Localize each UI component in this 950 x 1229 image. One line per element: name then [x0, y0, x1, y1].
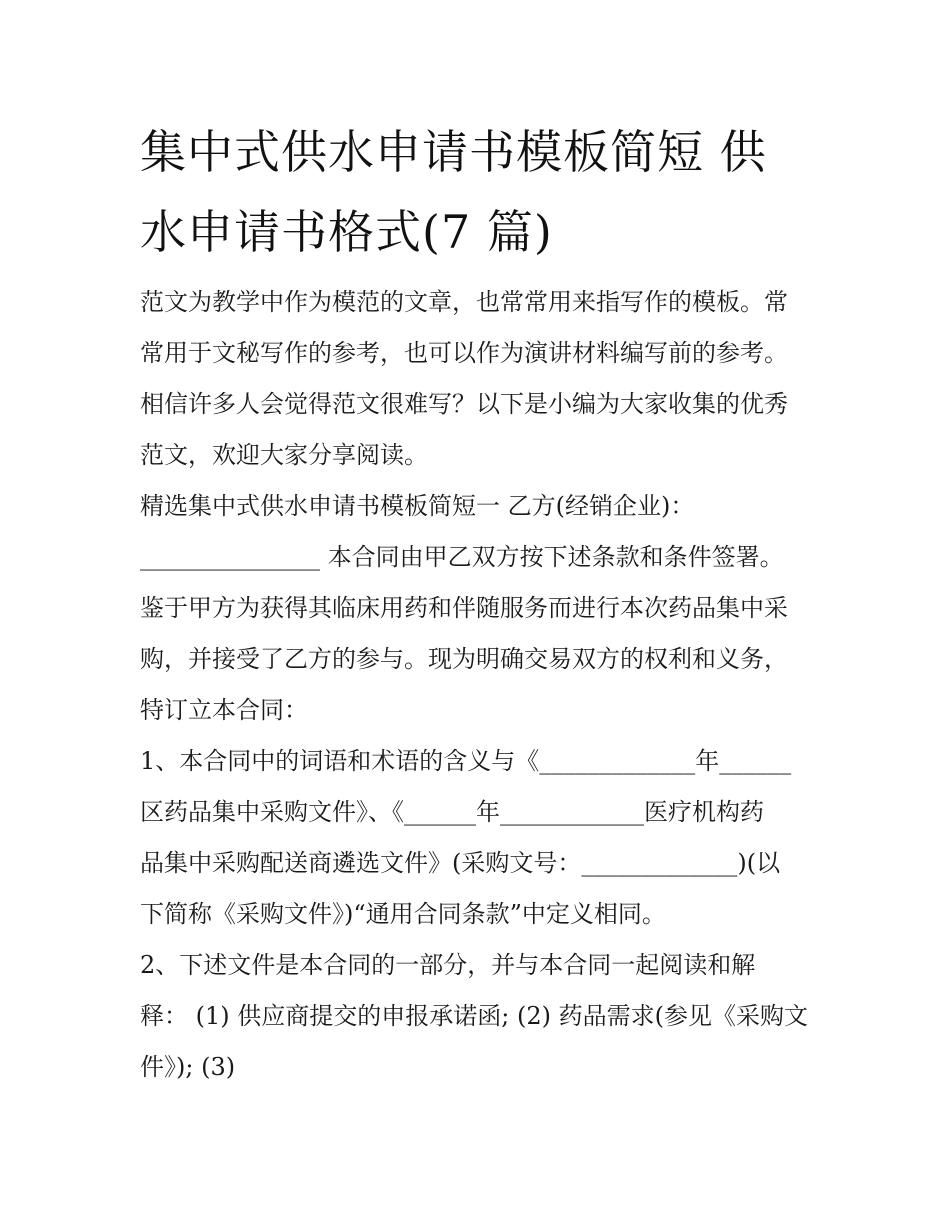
body-line: 件》); (3): [140, 1053, 236, 1081]
body-line: 相信许多人会觉得范文很难写？以下是小编为大家收集的优秀: [140, 390, 788, 418]
title-line: 水申请书格式(7 篇): [140, 205, 553, 259]
body-line: 常用于文秘写作的参考，也可以作为演讲材料编写前的参考。: [140, 339, 788, 367]
body-line: 1、本合同中的词语和术语的含义与《_____________年______: [140, 747, 792, 775]
body-line: 2、下述文件是本合同的一部分，并与本合同一起阅读和解: [140, 951, 756, 979]
title-line: 集中式供水申请书模板简短 供: [140, 125, 767, 179]
body-line: 区药品集中采购文件》、《______年____________医疗机构药: [140, 798, 764, 826]
body-line: 品集中采购配送商遴选文件》(采购文号：_____________)(以: [140, 849, 781, 877]
document-body: [140, 277, 820, 1093]
document-title: [140, 112, 820, 272]
body-line: 精选集中式供水申请书模板简短一 乙方(经销企业)：: [140, 492, 695, 520]
body-line: 特订立本合同：: [140, 696, 308, 724]
body-line: 下简称《采购文件》)“通用合同条款”中定义相同。: [140, 900, 666, 928]
body-line: _______________ 本合同由甲乙双方按下述条款和条件签署。: [140, 543, 784, 571]
body-line: 释： (1) 供应商提交的申报承诺函; (2) 药品需求(参见《采购文: [140, 1002, 808, 1030]
body-line: 范文，欢迎大家分享阅读。: [140, 441, 428, 469]
body-line: 购，并接受了乙方的参与。现为明确交易双方的权利和义务，: [140, 645, 788, 673]
body-line: 鉴于甲方为获得其临床用药和伴随服务而进行本次药品集中采: [140, 594, 788, 622]
body-line: 范文为教学中作为模范的文章，也常常用来指写作的模板。常: [140, 288, 788, 316]
